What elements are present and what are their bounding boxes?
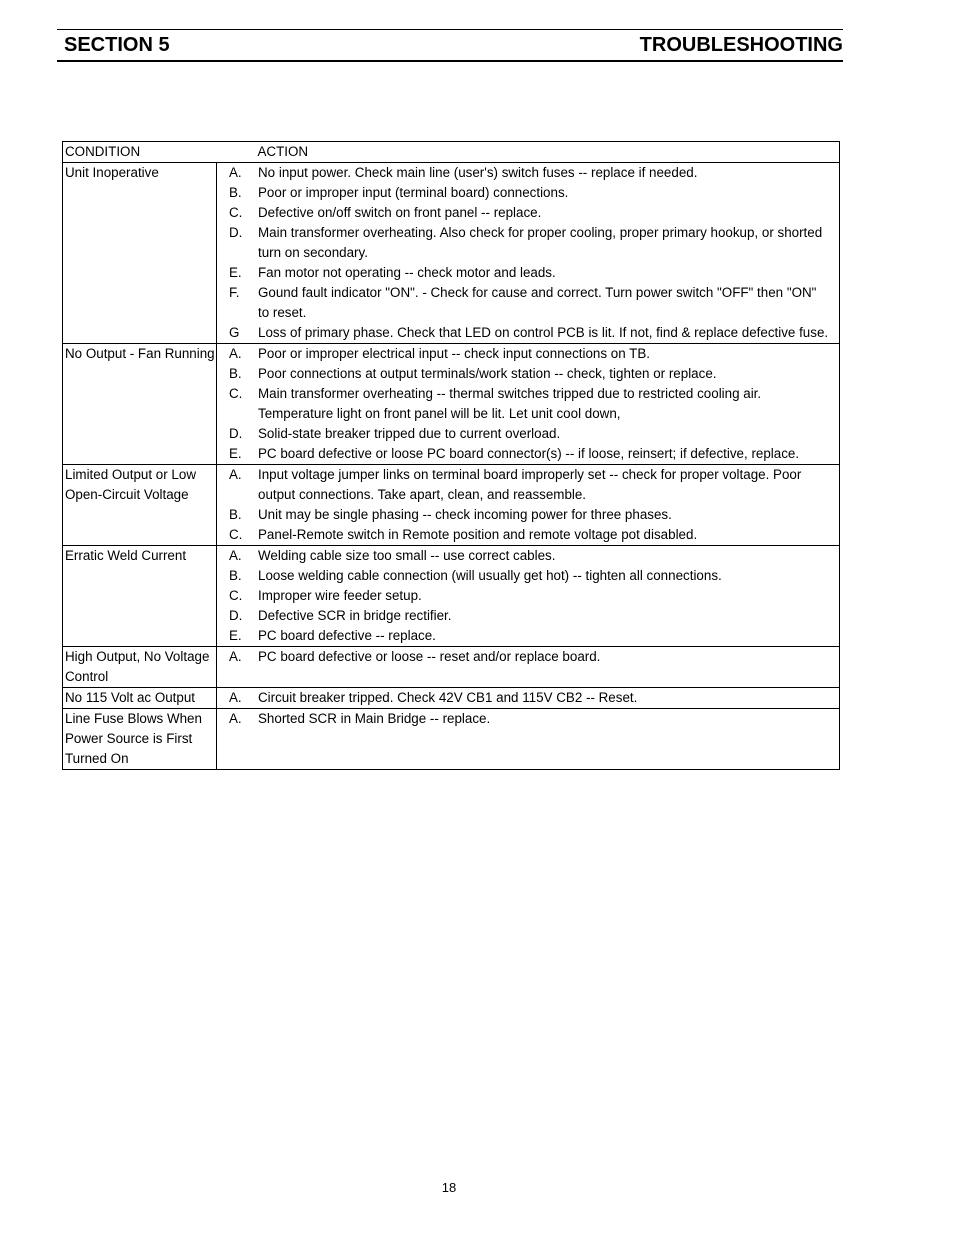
action-letter: A. (229, 548, 242, 563)
action-letter: B. (229, 185, 242, 200)
action-letter: D. (229, 225, 243, 240)
condition-cell: No Output - Fan Running (63, 344, 217, 465)
action-cell (217, 465, 840, 546)
action-text: PC board defective or loose PC board connector(s) -- if loose, reinsert; if defective, replace. (258, 446, 800, 461)
condition-cell: Line Fuse Blows When Power Source is First Turned On (63, 709, 217, 770)
action-letter: E. (229, 628, 242, 643)
condition-cell: Unit Inoperative (63, 163, 217, 344)
action-cell (217, 163, 840, 344)
action-item (229, 444, 839, 464)
section-header (57, 29, 843, 62)
page-number: 18 (441, 1180, 457, 1195)
action-item (229, 688, 839, 708)
action-letter: F. (229, 285, 240, 300)
action-letter: B. (229, 366, 242, 381)
condition-cell: Erratic Weld Current (63, 546, 217, 647)
action-letter: D. (229, 608, 243, 623)
action-item (229, 263, 839, 283)
action-item (229, 465, 839, 505)
action-text: Loose welding cable connection (will usually get hot) -- tighten all connections. (258, 568, 722, 583)
action-letter: A. (229, 711, 242, 726)
action-item (229, 183, 839, 203)
action-letter: C. (229, 205, 243, 220)
table-row (63, 647, 840, 688)
action-cell (217, 688, 840, 709)
action-letter: A. (229, 690, 242, 705)
action-text: Solid-state breaker tripped due to current overload. (258, 426, 561, 441)
action-letter: C. (229, 386, 243, 401)
action-letter: A. (229, 165, 242, 180)
action-item (229, 566, 839, 586)
action-text: Shorted SCR in Main Bridge -- replace. (258, 711, 491, 726)
condition-cell: Limited Output or Low Open-Circuit Voltage (63, 465, 217, 546)
action-item (229, 364, 839, 384)
action-item (229, 647, 839, 667)
action-cell (217, 709, 840, 770)
table-row (63, 546, 840, 647)
action-item (229, 384, 839, 424)
action-item (229, 163, 839, 183)
action-item (229, 606, 839, 626)
action-letter: D. (229, 426, 243, 441)
action-item (229, 203, 839, 223)
action-text: Fan motor not operating -- check motor and leads. (258, 265, 556, 280)
table-row (63, 163, 840, 344)
section-title: TROUBLESHOOTING (639, 34, 843, 56)
table-header-row (63, 142, 840, 163)
section-number: SECTION 5 (64, 34, 170, 56)
action-item (229, 283, 839, 323)
action-letter: B. (229, 507, 242, 522)
action-letter: G (229, 325, 240, 340)
action-text: Main transformer overheating. Also check for proper cooling, proper primary hookup, or shorted turn on secondary. (258, 225, 823, 260)
action-letter: A. (229, 649, 242, 664)
action-item (229, 709, 839, 729)
action-text: Input voltage jumper links on terminal board improperly set -- check for proper voltage. Poor output connections. Take apart, clean, and reassemble. (258, 467, 802, 502)
troubleshooting-table (62, 141, 840, 770)
table-row (63, 688, 840, 709)
action-text: Poor or improper electrical input -- check input connections on TB. (258, 346, 650, 361)
action-text: Defective SCR in bridge rectifier. (258, 608, 452, 623)
action-item (229, 505, 839, 525)
condition-column-header: CONDITION (63, 142, 217, 163)
action-item (229, 525, 839, 545)
action-item (229, 424, 839, 444)
action-letter: C. (229, 588, 243, 603)
action-text: PC board defective or loose -- reset and/or replace board. (258, 649, 601, 664)
action-text: Poor or improper input (terminal board) connections. (258, 185, 569, 200)
action-item (229, 323, 839, 343)
action-column-header: ACTION (217, 142, 840, 163)
table-row (63, 709, 840, 770)
action-item (229, 546, 839, 566)
action-text: Loss of primary phase. Check that LED on control PCB is lit. If not, find & replace defective fuse. (258, 325, 829, 340)
action-text: No input power. Check main line (user's) switch fuses -- replace if needed. (258, 165, 698, 180)
action-letter: C. (229, 527, 243, 542)
action-letter: B. (229, 568, 242, 583)
action-text: Defective on/off switch on front panel -- replace. (258, 205, 542, 220)
action-text: Panel-Remote switch in Remote position and remote voltage pot disabled. (258, 527, 698, 542)
action-item (229, 223, 839, 263)
action-text: Main transformer overheating -- thermal switches tripped due to restricted cooling air. Temperature light on front panel will be lit. Let unit cool down, (258, 386, 762, 421)
action-letter: E. (229, 265, 242, 280)
action-text: PC board defective -- replace. (258, 628, 436, 643)
action-text: Gound fault indicator "ON". - Check for cause and correct. Turn power switch "OFF" then "ON" to reset. (258, 285, 817, 320)
action-text: Circuit breaker tripped. Check 42V CB1 and 115V CB2 -- Reset. (258, 690, 638, 705)
action-cell (217, 546, 840, 647)
action-letter: E. (229, 446, 242, 461)
action-text: Welding cable size too small -- use correct cables. (258, 548, 556, 563)
condition-cell: No 115 Volt ac Output (63, 688, 217, 709)
action-item (229, 626, 839, 646)
table-row (63, 465, 840, 546)
action-item (229, 586, 839, 606)
action-text: Improper wire feeder setup. (258, 588, 422, 603)
action-text: Unit may be single phasing -- check incoming power for three phases. (258, 507, 672, 522)
action-letter: A. (229, 346, 242, 361)
action-cell (217, 344, 840, 465)
condition-cell: High Output, No Voltage Control (63, 647, 217, 688)
action-item (229, 344, 839, 364)
table-row (63, 344, 840, 465)
action-cell (217, 647, 840, 688)
action-letter: A. (229, 467, 242, 482)
action-text: Poor connections at output terminals/work station -- check, tighten or replace. (258, 366, 717, 381)
